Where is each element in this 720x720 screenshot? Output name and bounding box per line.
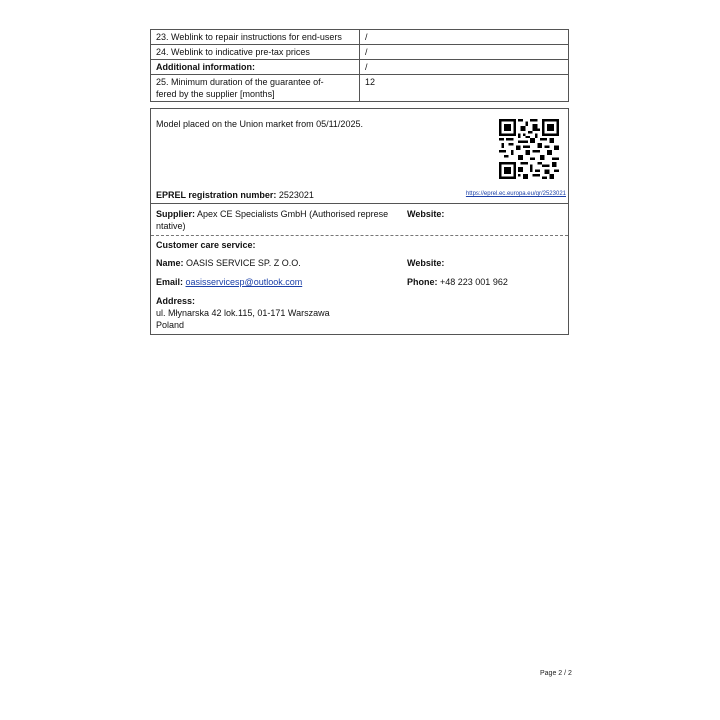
spec-label: 24. Weblink to indicative pre-tax prices bbox=[151, 45, 360, 60]
care-name-label: Name: bbox=[156, 258, 184, 268]
qr-code-icon[interactable] bbox=[499, 119, 559, 179]
table-row bbox=[151, 60, 569, 75]
divider-dashed bbox=[151, 235, 568, 236]
care-email-line bbox=[156, 276, 302, 288]
care-phone-line bbox=[407, 276, 508, 288]
care-phone-value: +48 223 001 962 bbox=[440, 277, 508, 287]
page-number: Page 2 / 2 bbox=[540, 670, 572, 677]
care-name-value: OASIS SERVICE SP. Z O.O. bbox=[186, 258, 301, 268]
spec-label: Additional information: bbox=[151, 60, 360, 75]
spec-value: / bbox=[360, 45, 569, 60]
table-row bbox=[151, 30, 569, 45]
spec-label-line: fered by the supplier [months] bbox=[156, 89, 275, 99]
supplier-website-label: Website: bbox=[407, 209, 445, 219]
care-website-label: Website: bbox=[407, 258, 445, 268]
care-phone-label: Phone: bbox=[407, 277, 438, 287]
eprel-line bbox=[156, 189, 314, 201]
care-name-line bbox=[156, 257, 301, 269]
spec-label: 23. Weblink to repair instructions for end-users bbox=[151, 30, 360, 45]
eprel-label: EPREL registration number: bbox=[156, 190, 277, 200]
care-email-label: Email: bbox=[156, 277, 184, 287]
spec-label-line: 25. Minimum duration of the guarantee of- bbox=[156, 77, 324, 87]
care-address-line2: Poland bbox=[156, 320, 185, 330]
eprel-qr-link[interactable]: https://eprel.ec.europa.eu/qr/2523021 bbox=[465, 191, 566, 197]
spec-value: / bbox=[360, 30, 569, 45]
table-row bbox=[151, 45, 569, 60]
info-box bbox=[150, 108, 569, 335]
eprel-number: 2523021 bbox=[278, 190, 314, 200]
supplier-block bbox=[156, 208, 401, 232]
care-address-line1: ul. Młynarska 42 lok.115, 01-171 Warszawa bbox=[156, 308, 330, 318]
customer-care-heading: Customer care service: bbox=[156, 240, 256, 250]
spec-table bbox=[150, 29, 569, 102]
supplier-name-cont: ntative) bbox=[156, 221, 186, 231]
market-text: Model placed on the Union market from 05/11/2025. bbox=[156, 119, 363, 129]
supplier-label: Supplier: bbox=[156, 209, 196, 219]
spec-value: 12 bbox=[360, 75, 569, 102]
supplier-name: Apex CE Specialists GmbH (Authorised represe bbox=[197, 209, 389, 219]
table-row bbox=[151, 75, 569, 102]
spec-value: / bbox=[360, 60, 569, 75]
care-email-link[interactable]: oasisservicesp@outlook.com bbox=[185, 277, 303, 287]
divider bbox=[151, 203, 568, 204]
care-address-label: Address: bbox=[156, 296, 196, 306]
spec-label bbox=[151, 75, 360, 102]
